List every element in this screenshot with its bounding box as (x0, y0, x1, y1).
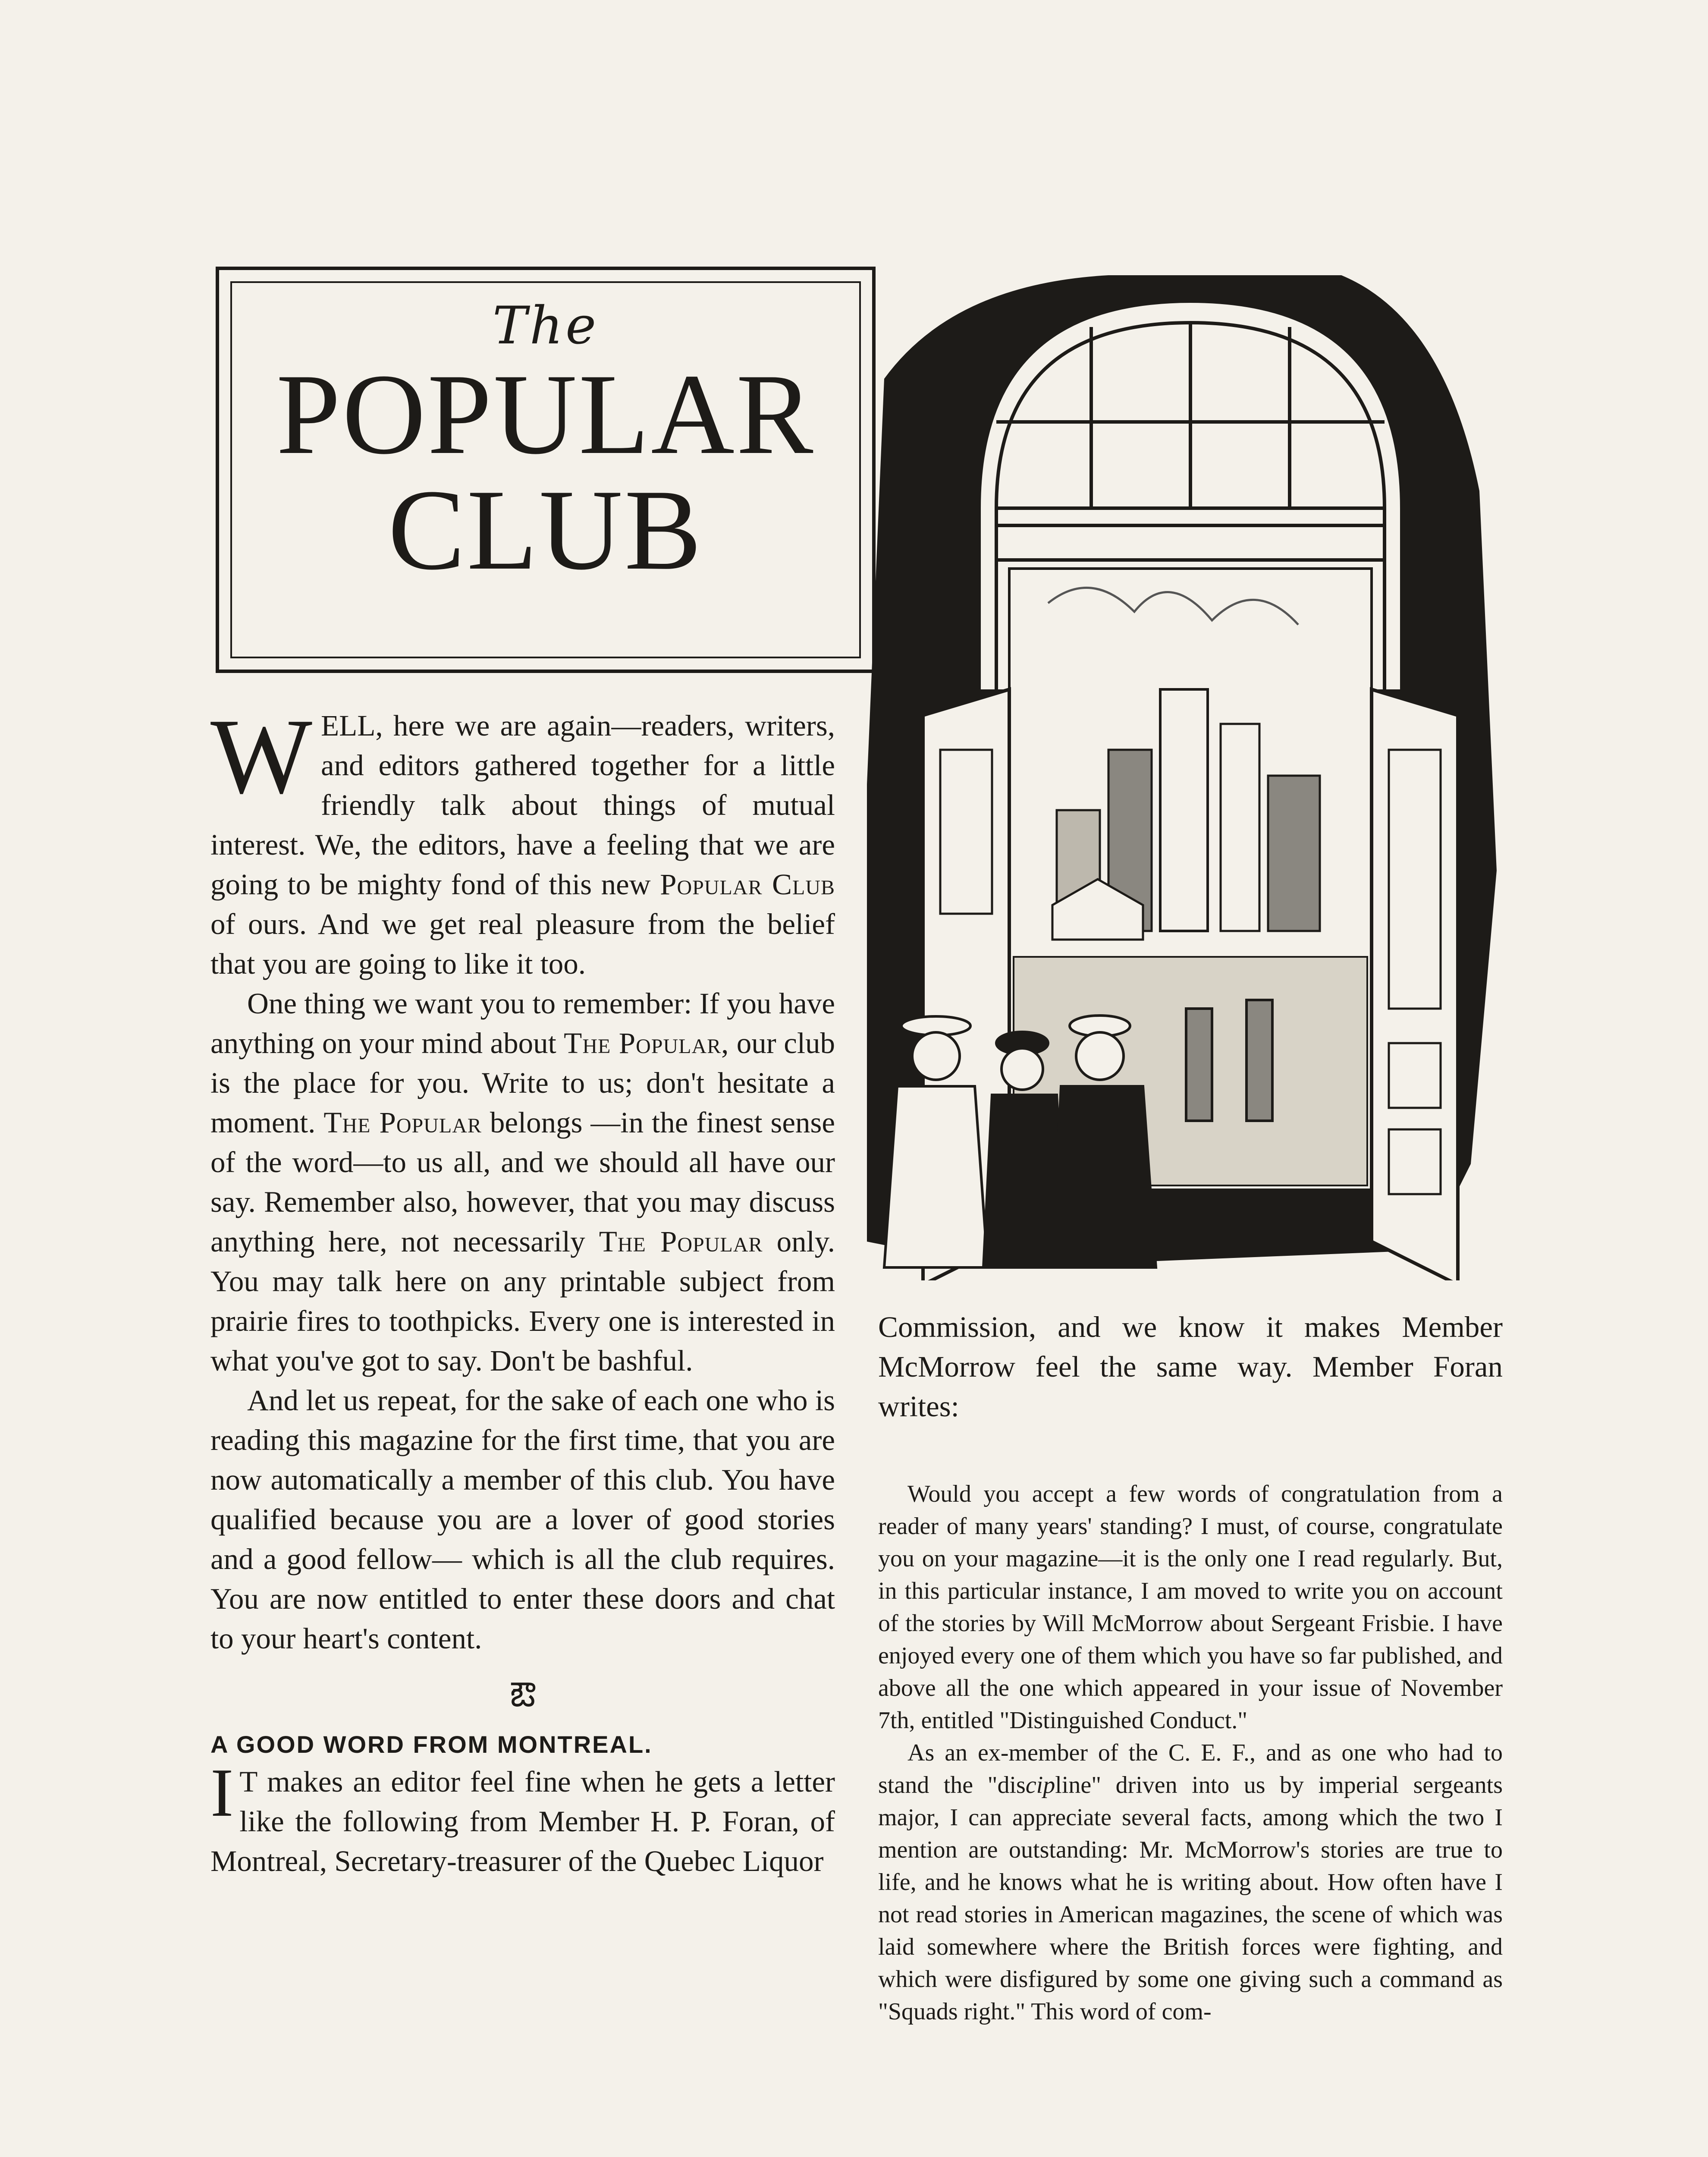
paragraph-remember: One thing we want you to remember: If you have anything on your mind about The Popular, our club is the place for you. Write to us; don't hesitate a moment. The Popular belongs —in the finest sense of the word—to us all, and we should all have our say. Remember also, however, that you may discuss anything here, not necessarily The Popular only. You may talk here on any printable subject from prairie fires to toothpicks. Every one is interested in what you've got to say. Don't be bashful. (210, 987, 835, 1377)
paragraph-welcome: WELL, here we are again—readers, writers, and editors gathered together for a little friendly talk about things of mutual interest. We, the editors, have a feeling that we are going to be mighty fond of this new Popular Club of ours. And we get real pleasure from the belief that you are going to like it too. (210, 697, 835, 980)
paragraph-commission: Commission, and we know it makes Member McMorrow feel the same way. Member Foran writes: (878, 1311, 1503, 1423)
title-the: The (492, 296, 599, 356)
paragraph-montreal: I T makes an editor feel fine when he gets a letter like the following from Member H. P. Foran, of Montreal, Secretary-treasurer of the Quebec Liquor (210, 1754, 835, 1877)
title-box (216, 267, 876, 673)
doorway-illustration (867, 267, 1497, 1280)
title-popular: POPULAR (276, 350, 815, 478)
drop-cap-w: W (210, 697, 312, 816)
right-column (878, 1307, 1503, 2028)
title-main (219, 350, 872, 594)
left-column (210, 697, 835, 1881)
letter-paragraph-2: As an ex-member of the C. E. F., and as one who had to stand the "discipline" driven into us by imperial sergeants major, I can appreciate several facts, among which the two I mention are outstanding: Mr. McMorrow's stories are true to life, and he knows what he is writing about. How often have I not read stories in American magazines, the scene of which was laid somewhere where the British forces were fighting, and which were disfigured by some one giving such a command as "Squads right." This word of com- (878, 1739, 1503, 2025)
title-club: CLUB (388, 465, 703, 594)
drop-cap-i: I (210, 1754, 234, 1831)
section-heading: A GOOD WORD FROM MONTREAL. (210, 1731, 653, 1758)
ornament-divider: ఔ (510, 1676, 536, 1714)
letter-paragraph-1: Would you accept a few words of congratulation from a reader of many years' standing? I must, of course, congratulate you on your magazine—it is the only one I read regularly. But, in this particular instance, I am moved to write you on account of the stories by Will McMorrow about Sergeant Frisbie. I have enjoyed every one of them which you have so far published, and above all the one which appeared in your issue of November 7th, entitled "Distinguished Conduct." (878, 1481, 1503, 1734)
open-door-right (1372, 689, 1458, 1280)
paragraph-repeat: And let us repeat, for the sake of each one who is reading this magazine for the first time, that you are now automatically a member of this club. You have qualified because you are a lover of good stories and a good fellow— which is all the club requires. You are now entitled to enter these doors and chat to your heart's content. (210, 1384, 835, 1655)
quoted-letter (878, 1478, 1503, 2028)
